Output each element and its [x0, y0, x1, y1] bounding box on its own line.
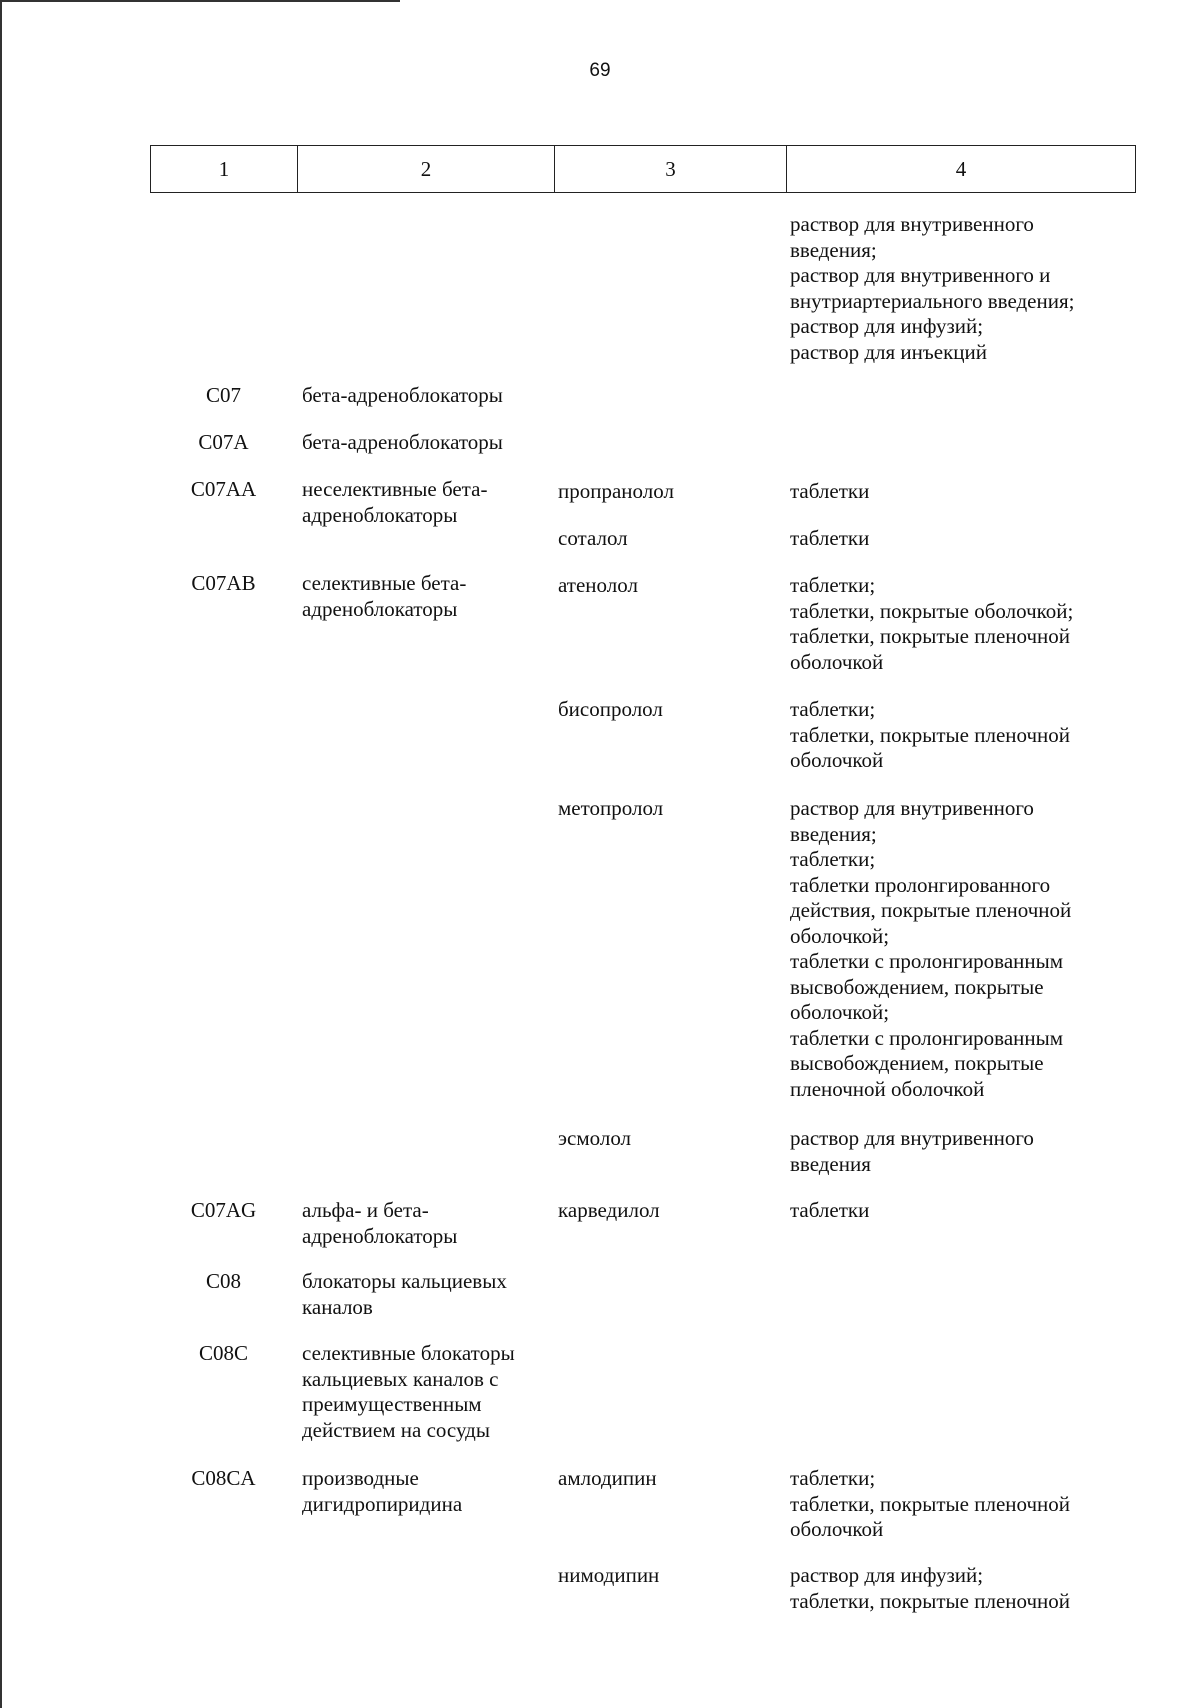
drug-name: метопролол [558, 796, 664, 820]
atc-code: C07AB [191, 571, 256, 595]
group-name: неселективные бета- адреноблокаторы [302, 477, 488, 527]
group-name: селективные бета- адреноблокаторы [302, 571, 467, 621]
dosage-form: таблетки [790, 479, 870, 503]
dosage-forms: раствор для внутривенного введения; таблетки; таблетки пролонгированного действия, покрытые пленочной оболочкой; таблетки с пролонгированным высвобождением, покрытые оболочкой; таблетки с пролонгированным высвобождением, покрытые пленочной оболочкой [790, 796, 1072, 1101]
group-name: селективные блокаторы кальциевых каналов с преимущественным действием на сосуды [302, 1341, 515, 1442]
group-name: альфа- и бета- адреноблокаторы [302, 1198, 458, 1248]
atc-code: C07AA [190, 477, 257, 501]
dosage-forms: таблетки; таблетки, покрытые пленочной оболочкой [790, 1466, 1071, 1541]
header-col-1: 1 [151, 146, 298, 192]
group-name: бета-адреноблокаторы [302, 430, 503, 454]
drug-name: пропранолол [558, 479, 674, 503]
page-number: 69 [589, 60, 611, 81]
group-name: производные дигидропиридина [302, 1466, 463, 1516]
atc-code: C07 [205, 383, 241, 407]
dosage-forms: раствор для внутривенного введения [790, 1126, 1034, 1176]
drug-name: нимодипин [558, 1563, 660, 1587]
drug-name: карведилол [558, 1198, 660, 1222]
dosage-form: таблетки [790, 1198, 870, 1222]
header-col-2: 2 [298, 146, 555, 192]
dosage-forms: таблетки; таблетки, покрытые оболочкой; таблетки, покрытые пленочной оболочкой [790, 573, 1074, 674]
atc-code: C07AG [190, 1198, 257, 1222]
atc-code: C08 [205, 1269, 241, 1293]
dosage-forms: раствор для внутривенного введения; раствор для внутривенного и внутриартериального введения; раствор для инфузий; раствор для инъекций [790, 212, 1075, 364]
atc-code: C07A [198, 430, 249, 454]
drug-name: соталол [558, 526, 628, 550]
drug-name: бисопролол [558, 697, 663, 721]
table-header [150, 145, 1136, 193]
atc-code: C08CA [191, 1466, 256, 1490]
group-name: бета-адреноблокаторы [302, 383, 503, 407]
drug-name: амлодипин [558, 1466, 657, 1490]
scan-edge-left [0, 0, 2, 1708]
group-name: блокаторы кальциевых каналов [302, 1269, 507, 1319]
atc-code: C08C [198, 1341, 248, 1365]
scan-edge-top [0, 0, 400, 2]
dosage-forms: раствор для инфузий; таблетки, покрытые пленочной [790, 1563, 1071, 1613]
dosage-form: таблетки [790, 526, 870, 550]
header-col-4: 4 [955, 156, 967, 181]
drug-name: эсмолол [558, 1126, 632, 1150]
drug-name: атенолол [558, 573, 638, 597]
header-col-3: 3 [555, 146, 787, 192]
dosage-forms: таблетки; таблетки, покрытые пленочной оболочкой [790, 697, 1071, 772]
